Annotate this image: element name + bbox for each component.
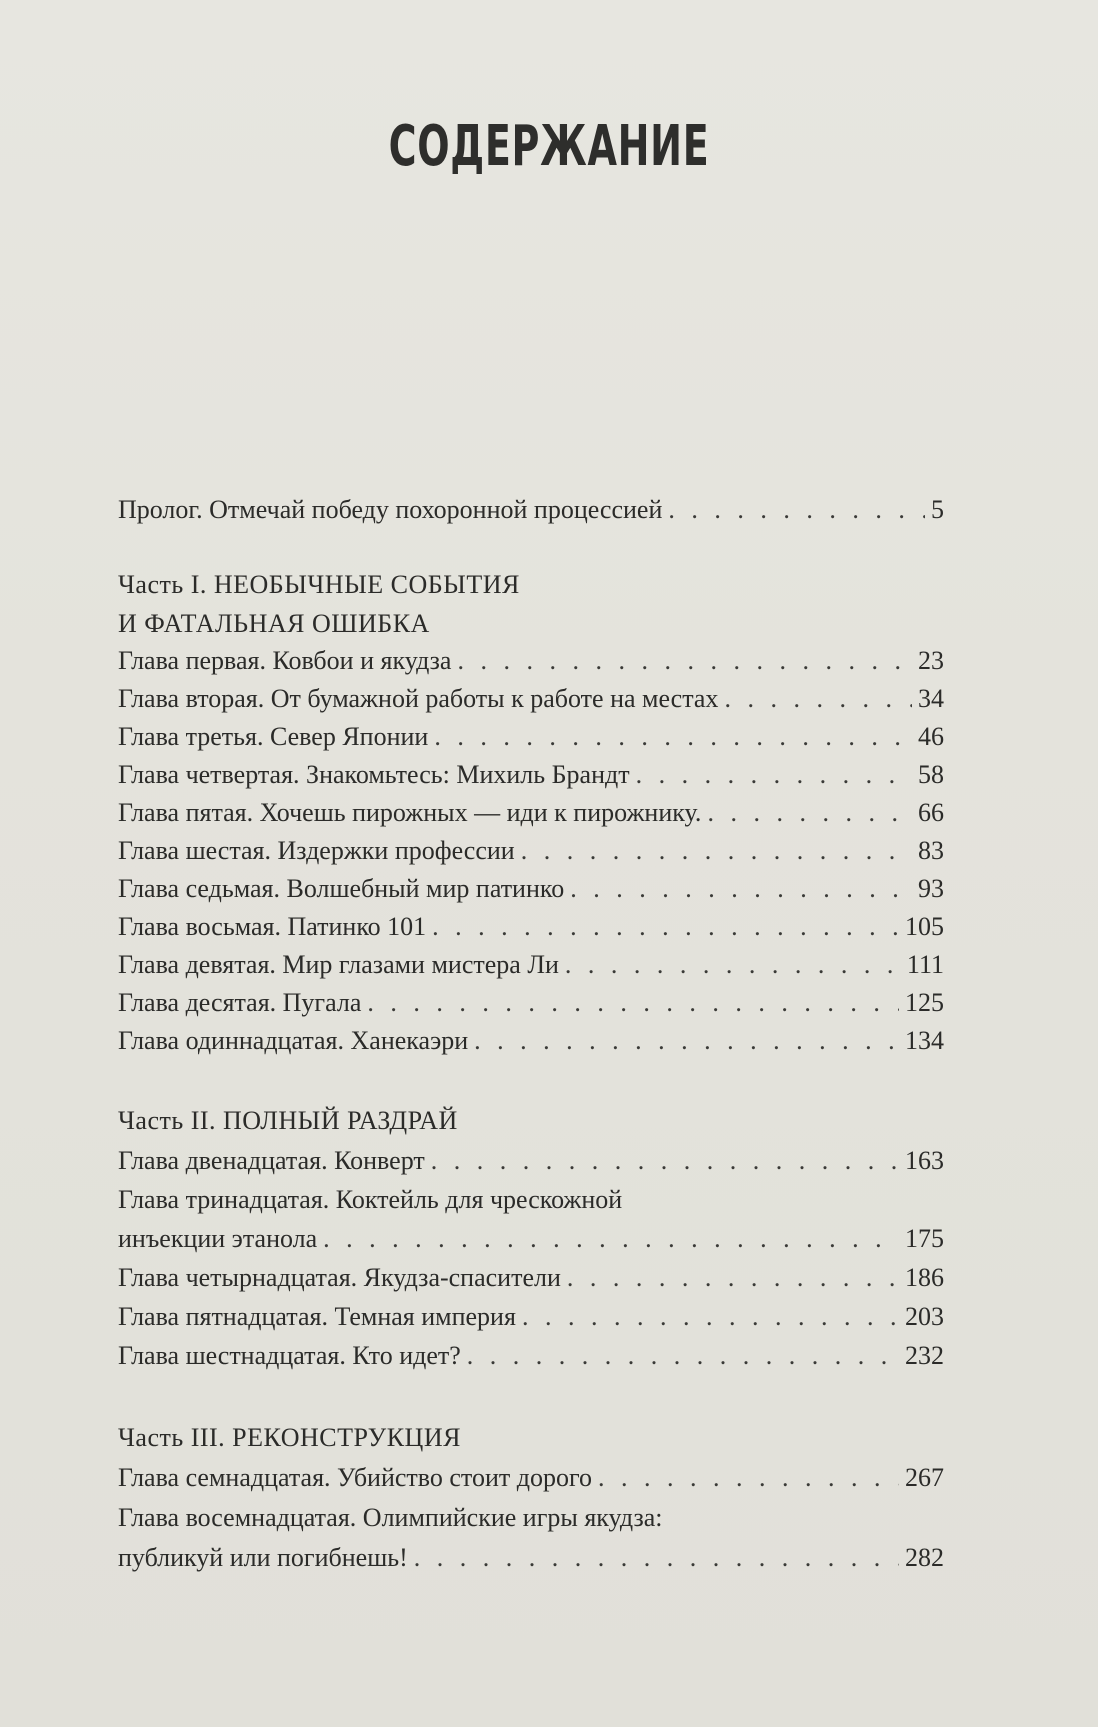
toc-entry-page: 58 [918,760,944,789]
toc-entry[interactable] [118,946,944,984]
toc-entry[interactable] [118,1539,944,1577]
leader-dots [467,1337,899,1375]
toc-entry[interactable] [118,870,944,908]
leader-dots [707,794,912,832]
toc-entry[interactable] [118,908,944,946]
toc-entry-page: 23 [918,646,944,675]
toc-entry[interactable] [118,1459,944,1497]
toc-entry-page: 267 [905,1463,944,1492]
part-heading-line1: Часть I. НЕОБЫЧНЫЕ СОБЫТИЯ [118,570,520,599]
toc-entry[interactable] [118,1022,944,1060]
part-heading [118,605,944,643]
toc-entry-title: Глава четвертая. Знакомьтесь: Михиль Брандт [118,760,630,789]
toc-entry[interactable] [118,680,944,718]
toc-entry-page: 66 [918,798,944,827]
leader-dots [432,908,899,946]
toc-entry[interactable] [118,832,944,870]
toc-entry-title: Глава первая. Ковбои и якудза [118,646,452,675]
toc-entry-title: Глава пятая. Хочешь пирожных — иди к пирожнику. [118,798,702,827]
toc-entry-page: 46 [918,722,944,751]
toc-entry-title: Глава седьмая. Волшебный мир патинко [118,874,565,903]
toc-entry-title: Глава четырнадцатая. Якудза-спасители [118,1263,561,1292]
leader-dots [567,1259,899,1297]
toc-entry-page: 105 [905,912,944,941]
toc-entry[interactable] [118,794,944,832]
toc-entry-title: инъекции этанола [118,1224,318,1253]
part-heading [118,1102,944,1140]
leader-dots [598,1459,899,1497]
toc-entry[interactable] [118,642,944,680]
leader-dots [565,946,901,984]
leader-dots [414,1539,899,1577]
toc-entry[interactable] [118,756,944,794]
toc-entry-title: Глава двенадцатая. Конверт [118,1146,425,1175]
part-heading [118,566,944,604]
toc-entry-title-line1[interactable]: Глава тринадцатая. Коктейль для чрескожной [118,1185,623,1214]
leader-dots [367,984,899,1022]
leader-dots [636,756,912,794]
toc-entry-page: 134 [905,1026,944,1055]
toc-entry-title: Глава семнадцатая. Убийство стоит дорого [118,1463,592,1492]
toc-entry-title: Глава пятнадцатая. Темная империя [118,1302,516,1331]
toc-entry-title: Пролог. Отмечай победу похоронной процессией [118,495,663,524]
toc-entry-title: Глава одиннадцатая. Ханекаэри [118,1026,469,1055]
toc-entry-title: Глава шестая. Издержки профессии [118,836,515,865]
toc-entry-title: публикуй или погибнешь! [118,1543,408,1572]
page-title: СОДЕРЖАНИЕ [388,114,710,179]
toc-entry[interactable] [118,1298,944,1336]
leader-dots [457,642,912,680]
part-heading [118,1419,944,1457]
toc-entry-page: 175 [905,1224,944,1253]
leader-dots [522,1298,899,1336]
leader-dots [434,718,912,756]
toc-entry-title: Глава десятая. Пугала [118,988,362,1017]
toc-entry[interactable] [118,1259,944,1297]
toc-entry-page: 83 [918,836,944,865]
toc-entry-prologue[interactable] [118,491,944,529]
toc-entry-title-line1[interactable]: Глава восемнадцатая. Олимпийские игры якудза: [118,1503,663,1532]
toc-entry[interactable] [118,1142,944,1180]
toc-entry-page: 125 [905,988,944,1017]
leader-dots [724,680,912,718]
toc-entry[interactable] [118,984,944,1022]
toc-entry-page: 186 [905,1263,944,1292]
toc-entry[interactable] [118,1220,944,1258]
toc-entry-page: 163 [905,1146,944,1175]
part-heading-line2: И ФАТАЛЬНАЯ ОШИБКА [118,609,430,638]
toc-entry-page: 93 [918,874,944,903]
toc-entry[interactable] [118,718,944,756]
leader-dots [521,832,912,870]
toc-entry-title: Глава девятая. Мир глазами мистера Ли [118,950,559,979]
leader-dots [474,1022,899,1060]
toc-entry-page: 111 [906,950,944,979]
leader-dots [431,1142,899,1180]
toc-entry[interactable] [118,1337,944,1375]
toc-entry-title: Глава третья. Север Японии [118,722,429,751]
toc-entry-page: 232 [905,1341,944,1370]
leader-dots [570,870,912,908]
toc-entry-title: Глава восьмая. Патинко 101 [118,912,427,941]
leader-dots [668,491,925,529]
toc-entry-page: 5 [931,495,944,524]
toc-entry-title: Глава вторая. От бумажной работы к работе на местах [118,684,719,713]
toc-entry-page: 282 [905,1543,944,1572]
toc-entry-page: 203 [905,1302,944,1331]
part-heading-line1: Часть II. ПОЛНЫЙ РАЗДРАЙ [118,1106,458,1135]
part-heading-line1: Часть III. РЕКОНСТРУКЦИЯ [118,1423,461,1452]
toc-entry-page: 34 [918,684,944,713]
toc-entry-title: Глава шестнадцатая. Кто идет? [118,1341,461,1370]
leader-dots [323,1220,899,1258]
